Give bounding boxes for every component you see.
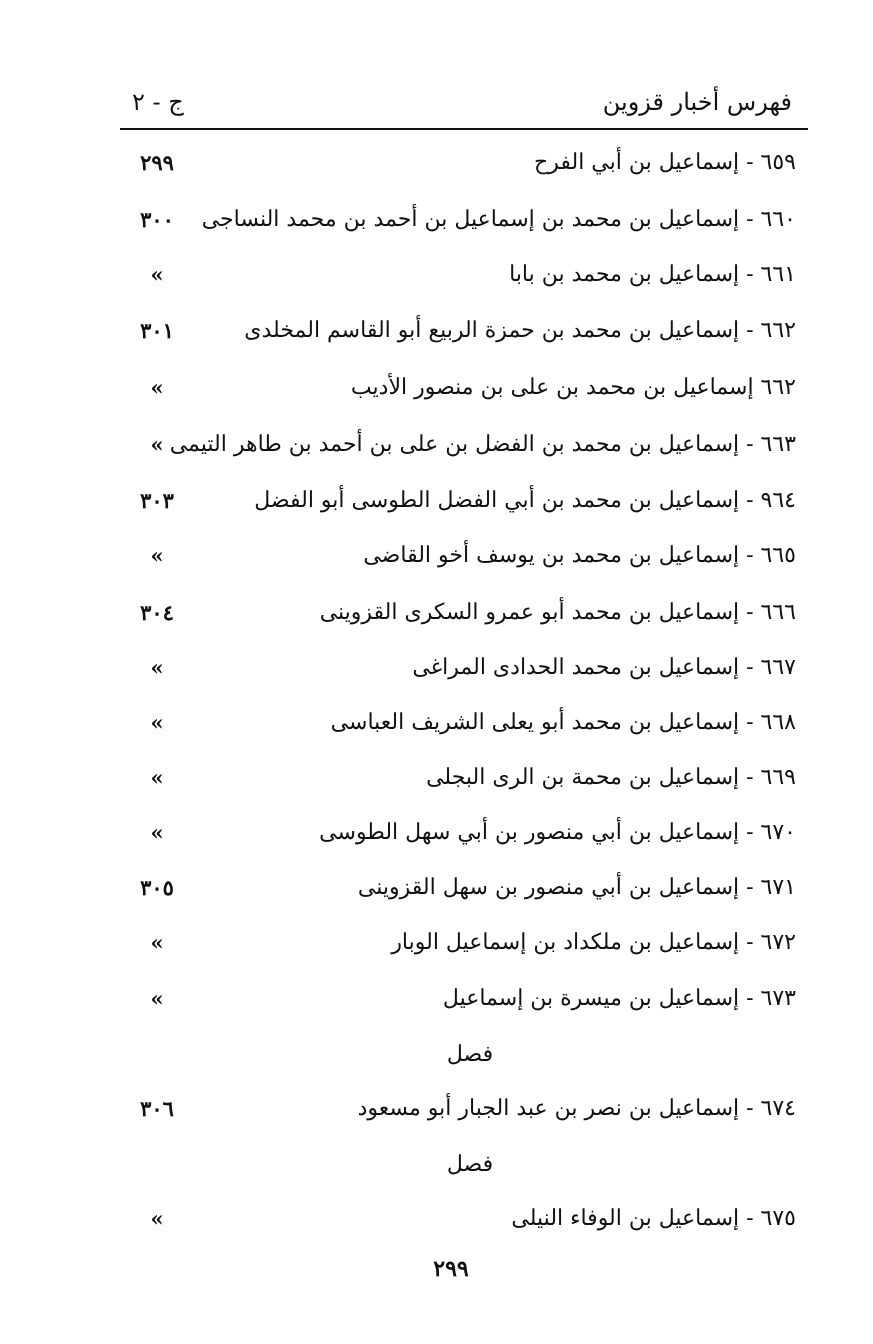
entry-page-number: » xyxy=(150,1206,164,1231)
entry-page-number: » xyxy=(150,655,164,680)
header-title: فهرس أخبار قزوين xyxy=(602,88,792,116)
entry-page-number: ٣٠٠ xyxy=(140,207,174,232)
entry-text: ٦٧٣ - إسماعيل بن ميسرة بن إسماعيل xyxy=(442,986,796,1011)
entry-page-number: » xyxy=(150,820,164,845)
entry-page-number: » xyxy=(150,765,164,790)
entry-text: ٦٦٧ - إسماعيل بن محمد الحدادى المراغى xyxy=(412,655,796,680)
entry-page-number: » xyxy=(150,930,164,955)
index-entry xyxy=(120,318,796,358)
entry-text: ٦٧٤ - إسماعيل بن نصر بن عبد الجبار أبو مسعود xyxy=(357,1096,796,1121)
entry-page-number: » xyxy=(150,710,164,735)
entry-text: ٦٦٢ - إسماعيل بن محمد بن حمزة الربيع أبو القاسم المخلدى xyxy=(244,318,796,343)
entry-text: ٦٧١ - إسماعيل بن أبي منصور بن سهل القزوينى xyxy=(357,875,796,900)
entry-text: ٦٧٥ - إسماعيل بن الوفاء النيلى xyxy=(511,1206,796,1231)
entry-text: ٦٦١ - إسماعيل بن محمد بن بابا xyxy=(509,262,796,287)
entry-text: ٦٦٨ - إسماعيل بن محمد أبو يعلى الشريف العباسى xyxy=(330,710,796,735)
section-heading: فصل xyxy=(446,1042,494,1067)
entry-text: ٦٦٥ - إسماعيل بن محمد بن يوسف أخو القاضى xyxy=(363,543,796,568)
index-entry xyxy=(120,875,796,915)
page-folio: ٢٩٩ xyxy=(433,1256,469,1282)
entry-page-number: » xyxy=(150,543,164,568)
index-entry xyxy=(120,543,796,583)
entry-text: ٦٦٢ إسماعيل بن محمد بن على بن منصور الأديب xyxy=(350,375,796,400)
entry-page-number: » xyxy=(150,375,164,400)
header-rule xyxy=(120,128,808,130)
entry-page-number: » xyxy=(150,262,164,287)
entry-text: ٦٦٣ - إسماعيل بن محمد بن الفضل بن على بن أحمد بن طاهر التيمى xyxy=(169,432,796,457)
entry-text: ٩٦٤ - إسماعيل بن محمد بن أبي الفضل الطوسى أبو الفضل xyxy=(254,488,796,513)
index-entry xyxy=(120,930,796,970)
header-volume: ج - ٢ xyxy=(132,88,184,116)
index-entry xyxy=(120,150,796,190)
index-entry xyxy=(120,1096,796,1136)
index-entry xyxy=(120,488,796,528)
index-entry xyxy=(120,710,796,750)
entry-page-number: ٣٠٣ xyxy=(140,488,174,513)
index-entry xyxy=(120,432,796,472)
index-entry xyxy=(120,1206,796,1246)
entry-text: ٦٧٢ - إسماعيل بن ملكداد بن إسماعيل الوبار xyxy=(391,930,796,955)
index-entry xyxy=(120,820,796,860)
index-entry xyxy=(120,986,796,1026)
entry-page-number: ٣٠٦ xyxy=(140,1096,174,1121)
entry-page-number: ٣٠٥ xyxy=(140,875,174,900)
index-entry xyxy=(120,207,796,247)
entry-text: ٦٦٠ - إسماعيل بن محمد بن إسماعيل بن أحمد بن محمد النساجى xyxy=(201,207,796,232)
running-header xyxy=(120,84,806,124)
index-entry xyxy=(120,655,796,695)
section-heading: فصل xyxy=(446,1152,494,1177)
entry-page-number: ٣٠٤ xyxy=(140,600,174,625)
entry-page-number: ٣٠١ xyxy=(140,318,174,343)
entry-page-number: ٢٩٩ xyxy=(140,150,174,175)
index-entry xyxy=(120,765,796,805)
entry-text: ٦٧٠ - إسماعيل بن أبي منصور بن أبي سهل الطوسى xyxy=(319,820,796,845)
index-entry xyxy=(120,375,796,415)
index-entry xyxy=(120,600,796,640)
entry-page-number: » xyxy=(150,986,164,1011)
index-entry xyxy=(120,262,796,302)
entry-text: ٦٦٩ - إسماعيل بن محمة بن الرى البجلى xyxy=(426,765,796,790)
entry-text: ٦٦٦ - إسماعيل بن محمد أبو عمرو السكرى القزوينى xyxy=(319,600,796,625)
entry-page-number: » xyxy=(150,432,164,457)
entry-text: ٦٥٩ - إسماعيل بن أبي الفرح xyxy=(534,150,796,175)
